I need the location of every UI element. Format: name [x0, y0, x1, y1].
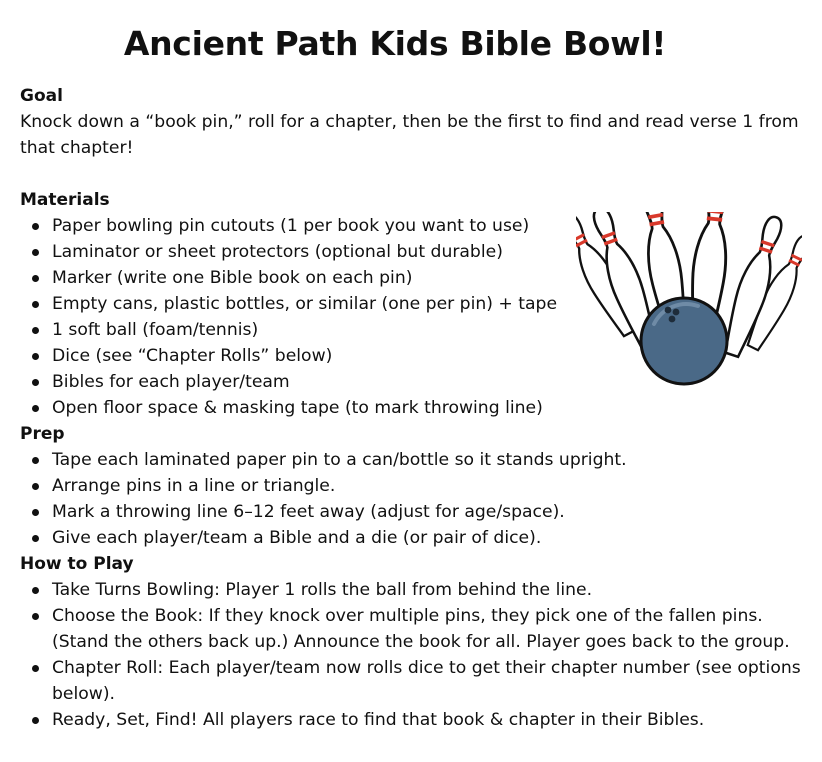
page-title: Ancient Path Kids Bible Bowl! [123, 24, 667, 63]
list-item: Mark a throwing line 6–12 feet away (adjust for age/space). [52, 499, 820, 525]
bowling-ball-icon [641, 298, 727, 384]
list-item: Choose the Book: If they knock over multiple pins, they pick one of the fallen pins. (Stand the others back up.) Announce the book for all. Player goes back to the group. [52, 603, 820, 655]
list-item: Give each player/team a Bible and a die (or pair of dice). [52, 525, 820, 551]
list-item: Laminator or sheet protectors (optional but durable) [52, 239, 820, 265]
document-body [20, 83, 820, 733]
list-item: 1 soft ball (foam/tennis) [52, 317, 820, 343]
list-item: Tape each laminated paper pin to a can/bottle so it stands upright. [52, 447, 820, 473]
prep-heading: Prep [20, 424, 65, 444]
list-item: Paper bowling pin cutouts (1 per book you want to use) [52, 213, 820, 239]
goal-heading: Goal [20, 86, 63, 106]
goal-text: Knock down a “book pin,” roll for a chapter, then be the first to find and read verse 1 from that chapter! [20, 112, 799, 158]
list-item: Chapter Roll: Each player/team now rolls dice to get their chapter number (see options below). [52, 655, 820, 707]
how-to-play-heading: How to Play [20, 554, 134, 574]
list-item: Marker (write one Bible book on each pin) [52, 265, 820, 291]
list-item: Arrange pins in a line or triangle. [52, 473, 820, 499]
list-item: Open floor space & masking tape (to mark throwing line) [52, 395, 820, 421]
spacer [20, 161, 820, 187]
list-item: Empty cans, plastic bottles, or similar (one per pin) + tape [52, 291, 820, 317]
materials-heading: Materials [20, 190, 110, 210]
how-to-play-list [20, 577, 820, 733]
prep-list [20, 447, 820, 551]
list-item: Ready, Set, Find! All players race to find that book & chapter in their Bibles. [52, 707, 820, 733]
bowling-pins-icon [576, 212, 802, 398]
list-item: Bibles for each player/team [52, 369, 820, 395]
list-item: Take Turns Bowling: Player 1 rolls the ball from behind the line. [52, 577, 820, 603]
list-item: Dice (see “Chapter Rolls” below) [52, 343, 820, 369]
